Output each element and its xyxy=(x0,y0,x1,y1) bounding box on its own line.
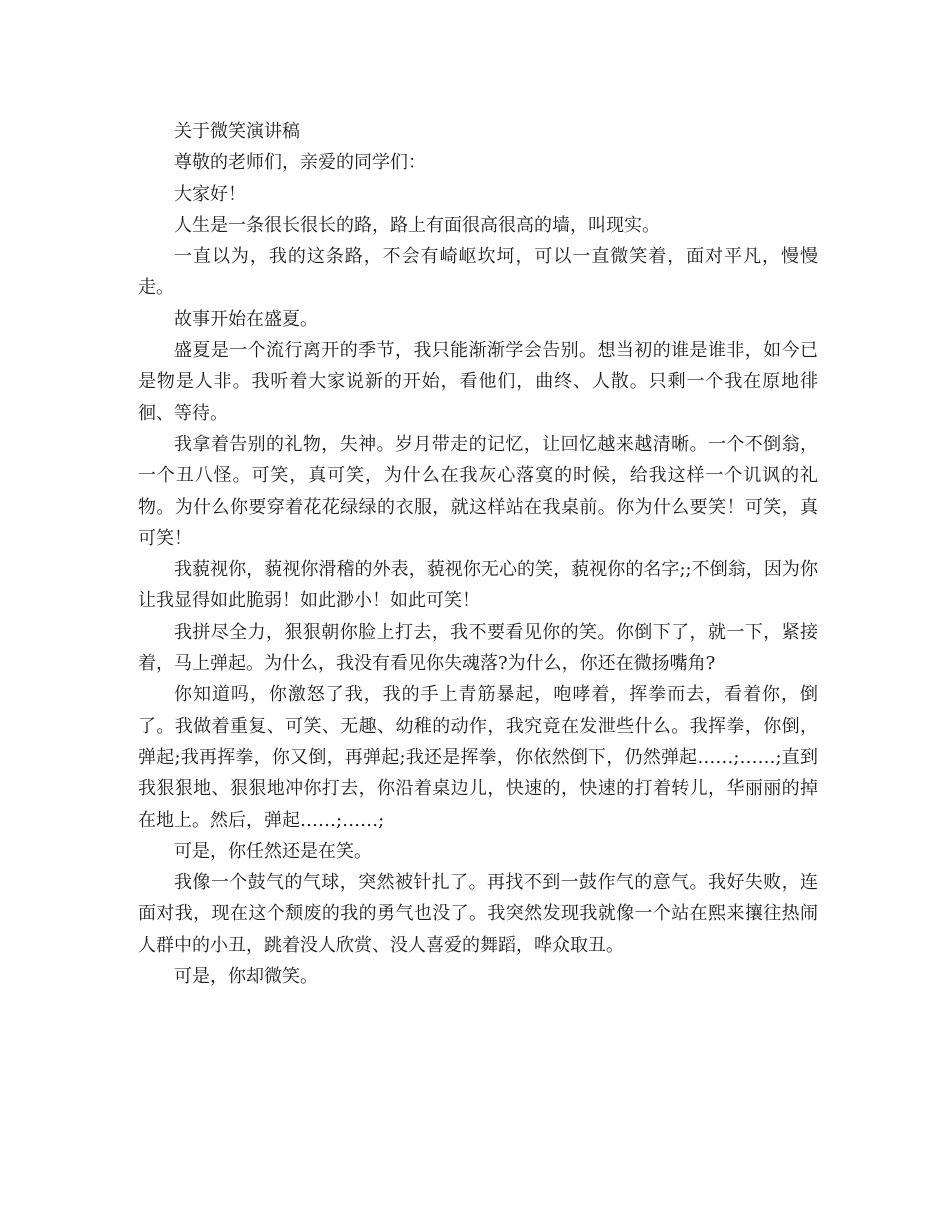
salutation: 尊敬的老师们，亲爱的同学们： xyxy=(174,152,426,174)
greeting: 大家好！ xyxy=(174,183,246,205)
paragraph: 故事开始在盛夏。 xyxy=(174,308,318,330)
document-body xyxy=(138,116,818,992)
paragraph: 我藐视你，藐视你滑稽的外表，藐视你无心的笑，藐视你的名字;;不倒翁，因为你让我显得如此脆弱！如此渺小！如此可笑！ xyxy=(138,559,818,612)
paragraph: 可是，你任然还是在笑。 xyxy=(174,840,372,862)
paragraph: 你知道吗，你激怒了我，我的手上青筋暴起，咆哮着，挥拳而去，看着你，倒了。我做着重复、可笑、无趣、幼稚的动作，我究竟在发泄些什么。我挥拳，你倒，弹起;我再挥拳，你又倒，再弹起;我还是挥拳，你依然倒下，仍然弹起……;……;直到我狠狠地、狠狠地冲你打去，你沿着桌边儿，快速的，快速的打着转儿，华丽丽的掉在地上。然后，弹起……;……; xyxy=(138,684,818,831)
document-title: 关于微笑演讲稿 xyxy=(174,121,300,142)
paragraph: 可是，你却微笑。 xyxy=(174,966,318,988)
paragraph: 盛夏是一个流行离开的季节，我只能渐渐学会告别。想当初的谁是谁非，如今已是物是人非。我听着大家说新的开始，看他们，曲终、人散。只剩一个我在原地徘徊、等待。 xyxy=(138,340,818,424)
paragraph: 一直以为，我的这条路，不会有崎岖坎坷，可以一直微笑着，面对平凡，慢慢走。 xyxy=(138,246,818,299)
paragraph: 我像一个鼓气的气球，突然被针扎了。再找不到一鼓作气的意气。我好失败，连面对我，现在这个颓废的我的勇气也没了。我突然发现我就像一个站在熙来攘往热闹人群中的小丑，跳着没人欣赏、没人喜爱的舞蹈，哗众取丑。 xyxy=(138,872,818,956)
paragraph: 人生是一条很长很长的路，路上有面很高很高的墙，叫现实。 xyxy=(174,214,660,236)
paragraph: 我拿着告别的礼物，失神。岁月带走的记忆，让回忆越来越清晰。一个不倒翁，一个丑八怪。可笑，真可笑，为什么在我灰心落寞的时候，给我这样一个讥讽的礼物。为什么你要穿着花花绿绿的衣服，就这样站在我桌前。你为什么要笑！可笑，真可笑！ xyxy=(138,433,818,549)
paragraph: 我拼尽全力，狠狠朝你脸上打去，我不要看见你的笑。你倒下了，就一下，紧接着，马上弹起。为什么，我没有看见你失魂落?为什么，你还在微扬嘴角? xyxy=(138,621,818,675)
